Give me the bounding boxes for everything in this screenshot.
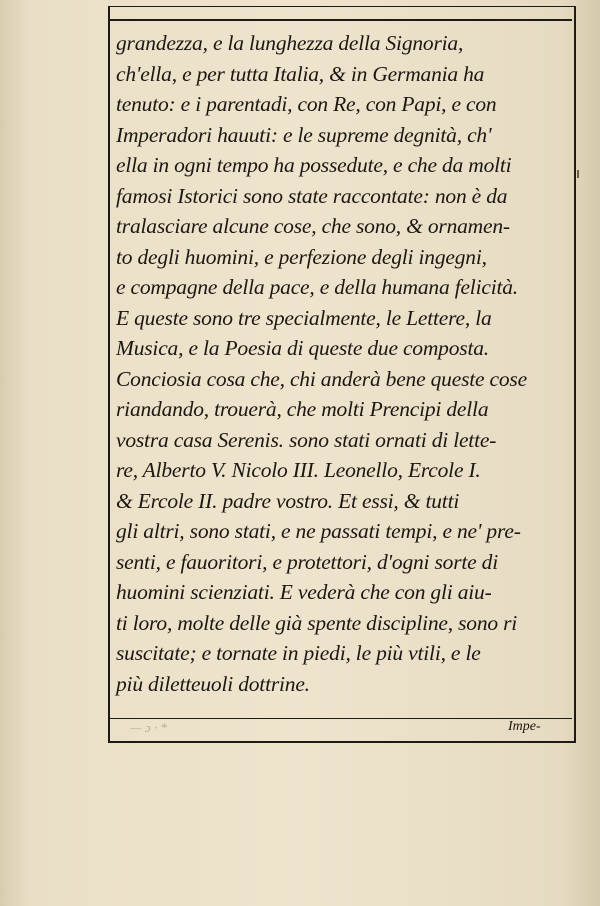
- top-rule: [108, 19, 572, 21]
- text-line: vostra casa Serenis. sono stati ornati di lette-: [116, 427, 497, 452]
- text-line: tenuto: e i parentadi, con Re, con Papi, e con: [116, 92, 497, 116]
- text-line: huomini scienziati. E vederà che con gli aiu-: [116, 580, 492, 604]
- text-line: gli altri, sono stati, e ne passati tempi, e ne' pre-: [116, 519, 521, 543]
- text-line: riandando, trouerà, che molti Prencipi della: [116, 397, 489, 421]
- text-line: famosi Istorici sono state raccontate: non è da: [116, 183, 508, 208]
- bleed-through-text: — ɔ · *: [130, 720, 167, 735]
- margin-mark: [577, 170, 579, 178]
- text-line: & Ercole II. padre vostro. Et essi, & tutti: [116, 488, 460, 513]
- text-line: E queste sono tre specialmente, le Lettere, la: [116, 305, 492, 330]
- base-rule: [108, 741, 574, 743]
- body-text: [116, 28, 568, 699]
- text-line: ella in ogni tempo ha possedute, e che da molti: [116, 153, 512, 177]
- text-line: tralasciare alcune cose, che sono, & ornamen-: [116, 214, 510, 238]
- text-line: senti, e fauoritori, e protettori, d'ogni sorte di: [116, 549, 498, 574]
- text-line: suscitate; e tornate in piedi, le più vtili, e le: [116, 641, 481, 665]
- bottom-rule: [108, 718, 572, 719]
- text-line: Imperadori hauuti: e le supreme degnità, ch': [116, 122, 492, 147]
- text-line: grandezza, e la lunghezza della Signoria,: [116, 31, 464, 55]
- text-line: Conciosia cosa che, chi anderà bene queste cose: [116, 366, 527, 391]
- text-line: re, Alberto V. Nicolo III. Leonello, Ercole I.: [116, 458, 481, 482]
- text-line: ti loro, molte delle già spente discipline, sono ri: [116, 610, 518, 635]
- text-line: e compagne della pace, e della humana felicità.: [116, 275, 518, 299]
- text-line: più diletteuoli dottrine.: [116, 671, 310, 696]
- text-line: ch'ella, e per tutta Italia, & in Germania ha: [116, 61, 485, 86]
- text-line: to degli huomini, e perfezione degli ingegni,: [116, 244, 487, 269]
- text-line: Musica, e la Poesia di queste due composta.: [116, 336, 489, 360]
- catchword: Impe-: [508, 719, 541, 734]
